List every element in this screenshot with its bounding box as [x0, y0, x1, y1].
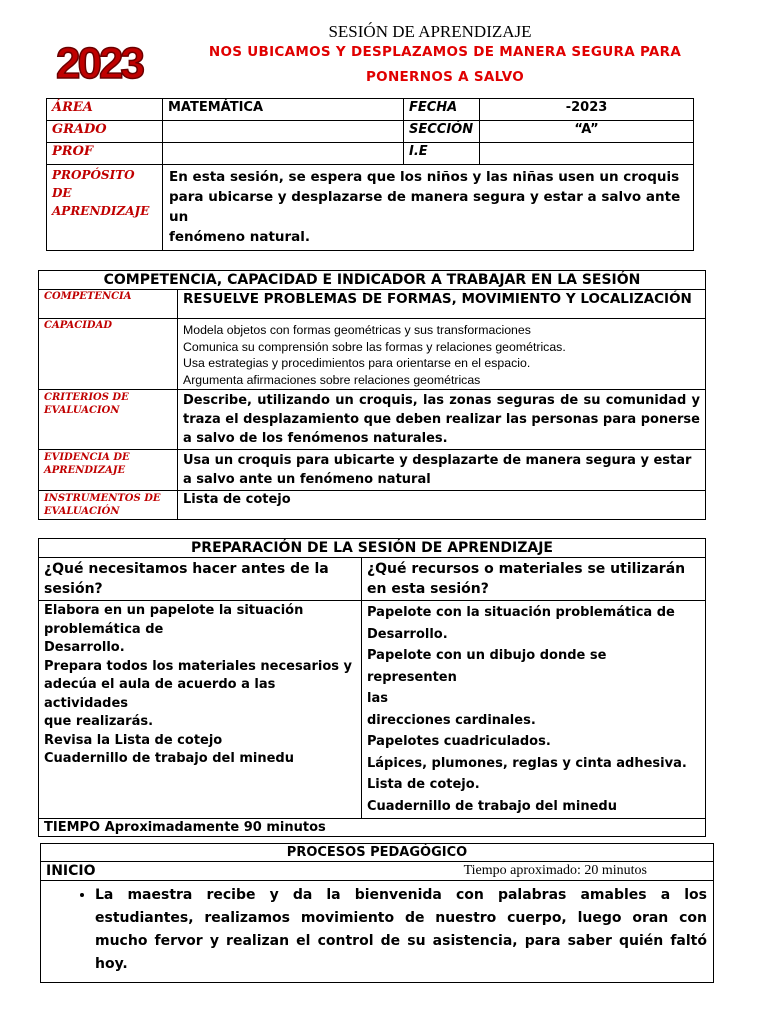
- competencia-table: [38, 270, 706, 520]
- preparacion-table: [38, 538, 706, 837]
- list-item: Desarrollo.: [367, 626, 448, 642]
- before-list: [39, 601, 362, 819]
- list-item: Cuadernillo de trabajo del minedu: [44, 751, 294, 766]
- procesos-header: PROCESOS PEDAGÓGICO: [41, 844, 714, 862]
- question-resources: ¿Qué recursos o materiales se utilizarán en esta sesión?: [362, 558, 706, 601]
- list-item: Revisa la Lista de cotejo: [44, 732, 223, 748]
- list-item: Papelote con un dibujo donde se representen: [367, 648, 607, 685]
- competencia-value: RESUELVE PROBLEMAS DE FORMAS, MOVIMIENTO Y LOCALIZACIÓN: [178, 290, 706, 319]
- capacidad-label: CAPACIDAD: [39, 319, 178, 390]
- area-value: MATEMÁTICA: [163, 99, 404, 121]
- list-item: las: [367, 691, 388, 706]
- instrumentos-value: Lista de cotejo: [178, 491, 706, 520]
- ie-value: [480, 143, 694, 165]
- grado-label: GRADO: [47, 121, 163, 143]
- list-item: que realizarás.: [44, 714, 154, 729]
- capacidad-item: Argumenta afirmaciones sobre relaciones geométricas: [183, 372, 481, 387]
- resources-list: [362, 601, 706, 819]
- criterios-value: Describe, utilizando un croquis, las zonas seguras de su comunidad y traza el desplazamiento que deben realizar las personas para ponerse a salvo de los fenómenos naturales.: [178, 390, 706, 450]
- seccion-label: SECCIÓN: [404, 121, 480, 143]
- criterios-label: CRITERIOS DE EVALUACION: [39, 390, 178, 450]
- info-table: [46, 98, 694, 251]
- capacidad-item: Modela objetos con formas geométricas y sus transformaciones: [183, 323, 531, 337]
- ie-label: I.E: [404, 143, 480, 165]
- competencia-label: COMPETENCIA: [39, 290, 178, 319]
- area-label: ÁREA: [47, 99, 163, 121]
- inicio-description: • La maestra recibe y da la bienvenida con palabras amables a los estudiantes, realizamos movimiento de nuestro cuerpo, luego oran con mucho fervor y realizan el control de su asistencia, para saber quién faltó hoy.: [95, 884, 707, 976]
- evidencia-label: EVIDENCIA DE APRENDIZAJE: [39, 450, 178, 491]
- list-item: Papelote con la situación problemática de: [367, 605, 675, 620]
- list-item: problemática de: [44, 621, 164, 637]
- preparacion-header: PREPARACIÓN DE LA SESIÓN DE APRENDIZAJE: [39, 539, 706, 558]
- list-item: adecúa el aula de acuerdo a las actividades: [44, 677, 276, 711]
- year-2023-logo: [50, 38, 148, 88]
- list-item: Prepara todos los materiales necesarios y: [44, 658, 353, 674]
- list-item: direcciones cardinales.: [367, 712, 536, 728]
- svg-text:2023: 2023: [56, 39, 142, 88]
- page-title: SESIÓN DE APRENDIZAJE: [328, 22, 532, 41]
- list-item: Desarrollo.: [44, 640, 125, 655]
- procesos-table: [40, 843, 714, 983]
- list-item: Lista de cotejo.: [367, 777, 480, 792]
- proposito-label: PROPÓSITO DE APRENDIZAJE: [47, 165, 163, 251]
- list-item: Elabora en un papelote la situación: [44, 603, 304, 618]
- prof-value: [163, 143, 404, 165]
- session-subtitle: NOS UBICAMOS Y DESPLAZAMOS DE MANERA SEGURA PARA PONERNOS A SALVO: [208, 44, 682, 85]
- list-item: Lápices, plumones, reglas y cinta adhesiva.: [367, 755, 687, 771]
- question-before: ¿Qué necesitamos hacer antes de la sesión?: [39, 558, 362, 601]
- inicio-tiempo: Tiempo aproximado: 20 minutos: [184, 862, 714, 881]
- competencia-header: COMPETENCIA, CAPACIDAD E INDICADOR A TRABAJAR EN LA SESIÓN: [39, 271, 706, 290]
- capacidad-list: [178, 319, 706, 390]
- instrumentos-label: INSTRUMENTOS DE EVALUACIÓN: [39, 491, 178, 520]
- grado-value: [163, 121, 404, 143]
- capacidad-item: Comunica su comprensión sobre las formas y relaciones geométricas.: [183, 339, 566, 354]
- list-item: Papelotes cuadriculados.: [367, 734, 551, 749]
- proposito-value: En esta sesión, se espera que los niños y las niñas usen un croquis para ubicarse y desplazarse de manera segura y estar a salvo ante un fenómeno natural.: [163, 165, 694, 251]
- evidencia-value: Usa un croquis para ubicarte y desplazarte de manera segura y estar a salvo ante un fenómeno natural: [178, 450, 706, 491]
- fecha-label: FECHA: [404, 99, 480, 121]
- tiempo-total: TIEMPO Aproximadamente 90 minutos: [39, 819, 706, 837]
- inicio-content: [41, 881, 714, 983]
- inicio-label: INICIO: [41, 862, 184, 881]
- fecha-value: -2023: [480, 99, 694, 121]
- list-item: Cuadernillo de trabajo del minedu: [367, 798, 617, 814]
- capacidad-item: Usa estrategias y procedimientos para orientarse en el espacio.: [183, 356, 531, 370]
- seccion-value: “A”: [480, 121, 694, 143]
- prof-label: PROF: [47, 143, 163, 165]
